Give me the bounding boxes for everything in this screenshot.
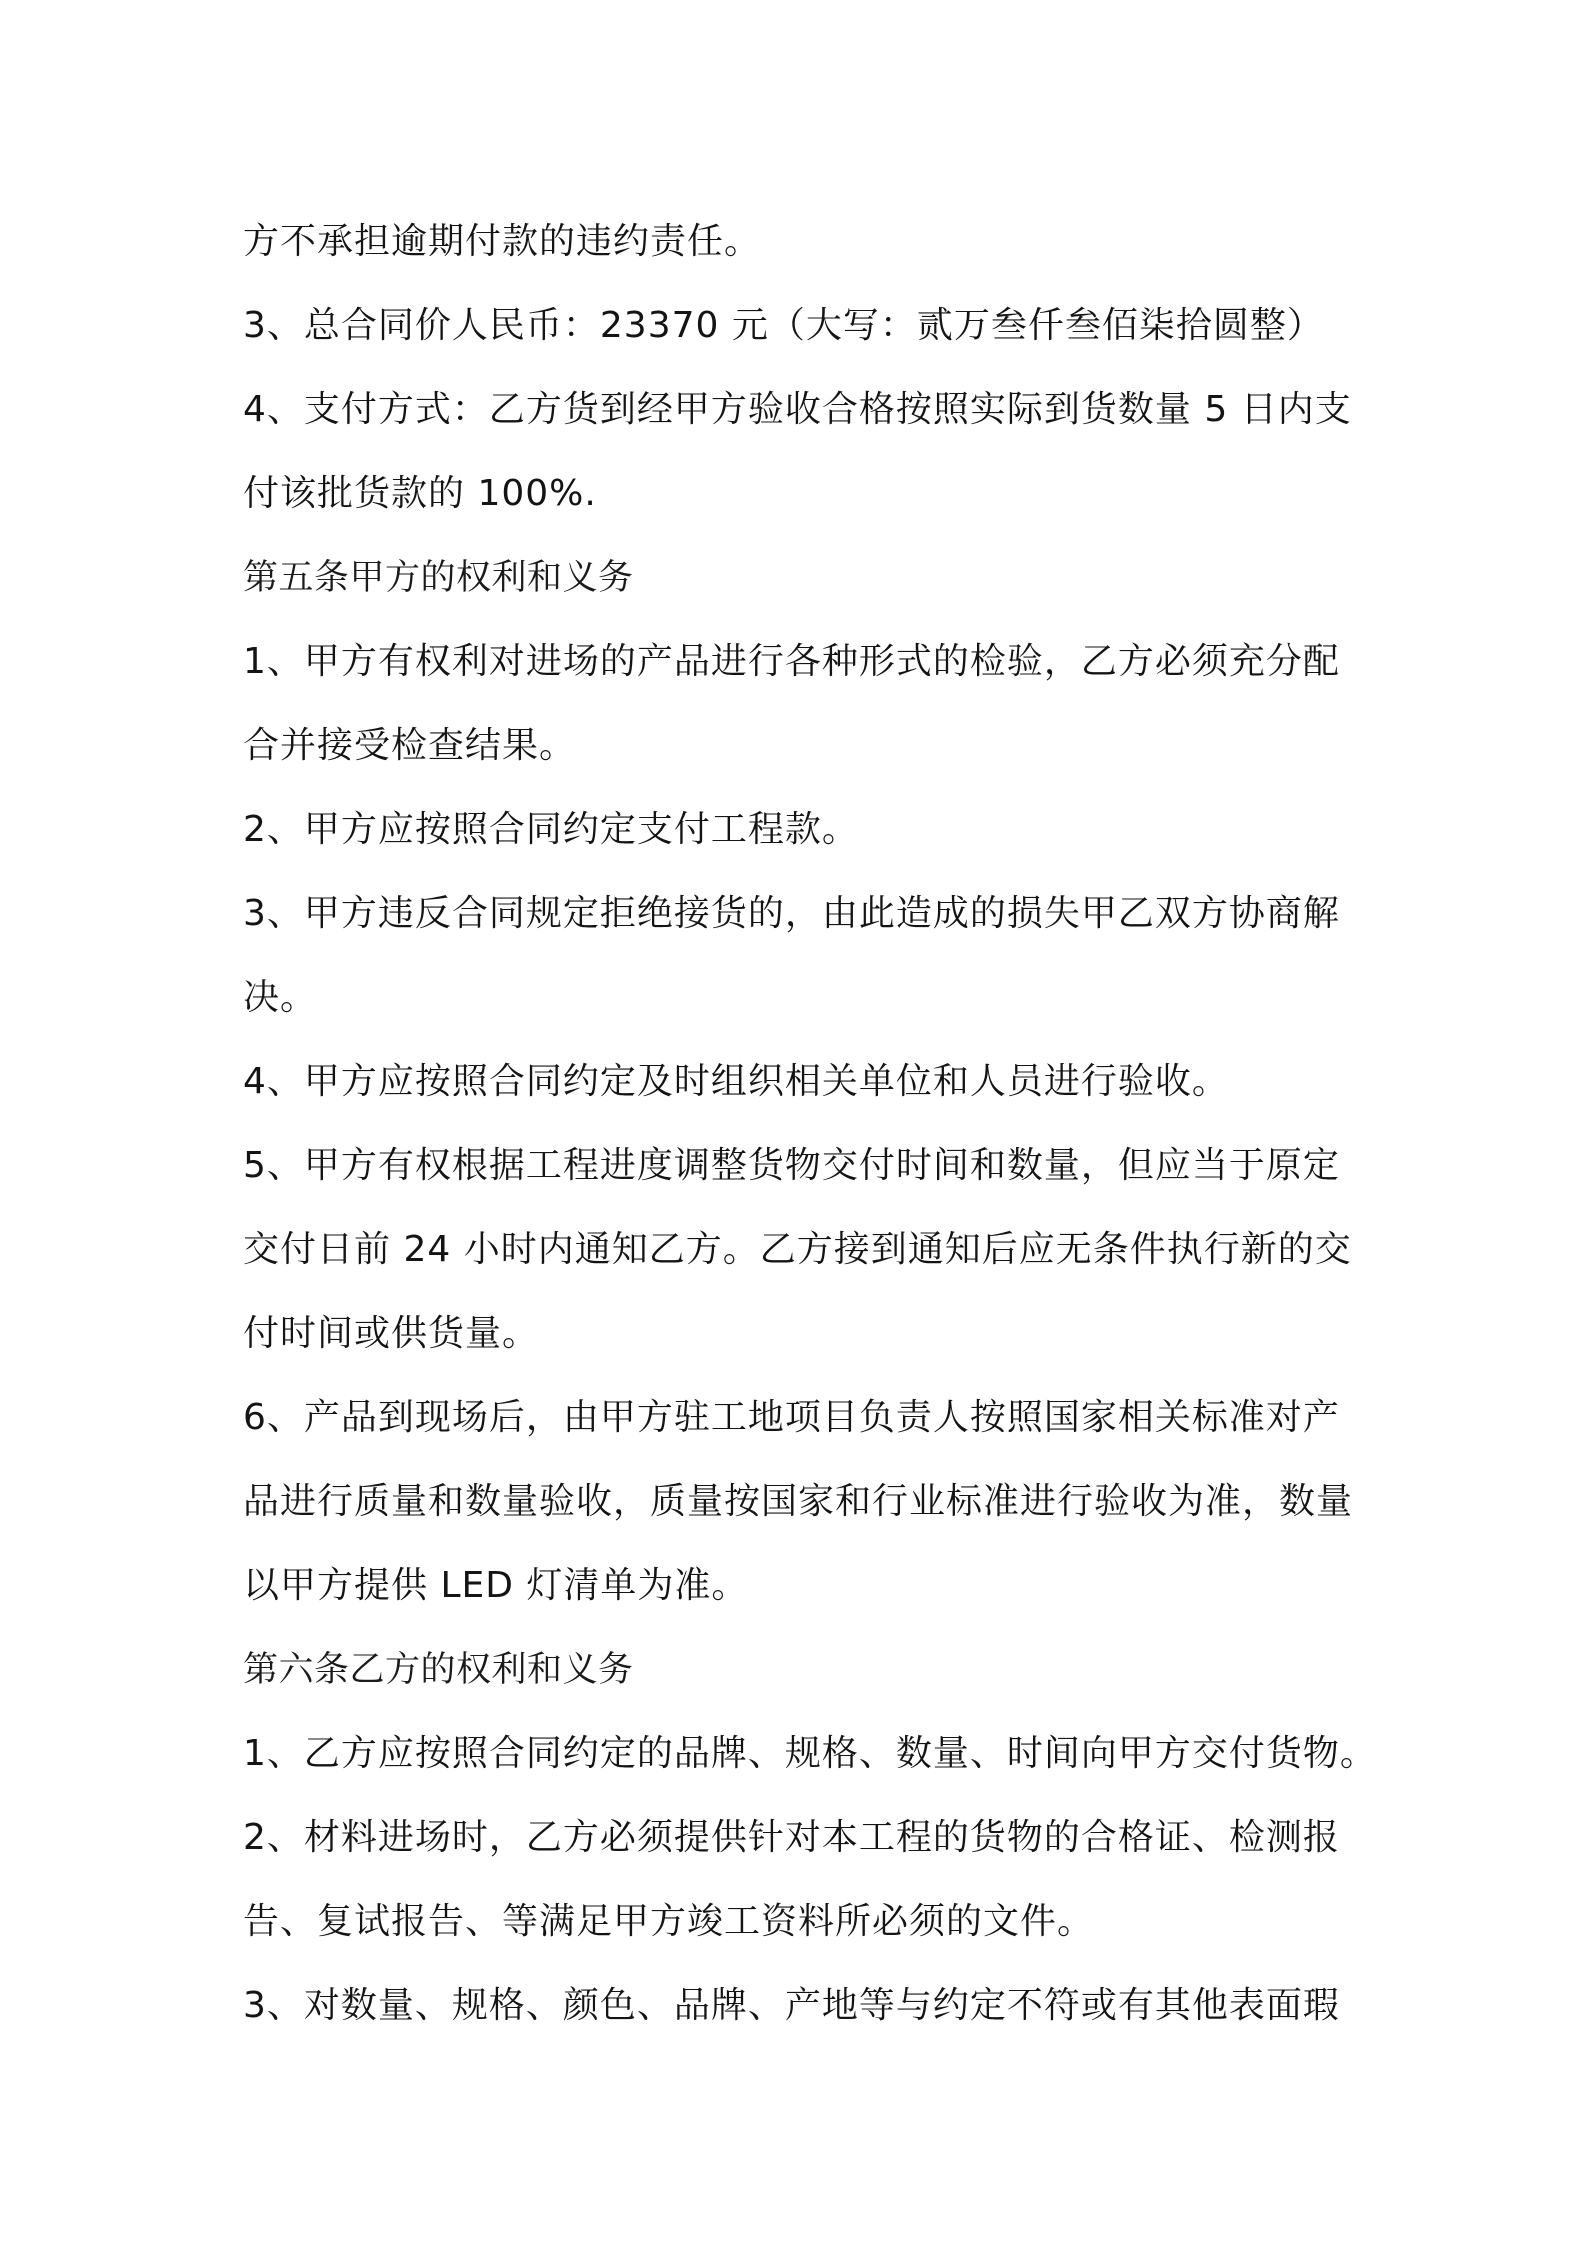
text-line: 6、产品到现场后，由甲方驻工地项目负责人按照国家相关标准对产 (243, 1397, 1340, 1438)
section-heading-article-6: 第六条乙方的权利和义务 (243, 1650, 634, 1690)
text-line: 付该批货款的 100%. (243, 473, 597, 514)
text-line: 决。 (243, 977, 318, 1018)
text-line: 1、甲方有权利对进场的产品进行各种形式的检验，乙方必须充分配 (243, 641, 1340, 682)
text-line: 1、乙方应按照合同约定的品牌、规格、数量、时间向甲方交付货物。 (243, 1733, 1377, 1774)
text-line: 付时间或供货量。 (243, 1313, 540, 1354)
text-line: 以甲方提供 LED 灯清单为准。 (243, 1565, 749, 1606)
text-line: 交付日前 24 小时内通知乙方。乙方接到通知后应无条件执行新的交 (243, 1229, 1352, 1270)
text-line: 3、对数量、规格、颜色、品牌、产地等与约定不符或有其他表面瑕 (243, 1985, 1340, 2026)
text-line: 方不承担逾期付款的违约责任。 (243, 221, 762, 262)
document-body (243, 200, 1393, 2048)
section-heading-article-5: 第五条甲方的权利和义务 (243, 558, 634, 598)
text-line: 品进行质量和数量验收，质量按国家和行业标准进行验收为准，数量 (243, 1481, 1354, 1522)
text-line: 4、支付方式：乙方货到经甲方验收合格按照实际到货数量 5 日内支 (243, 389, 1352, 430)
text-line: 告、复试报告、等满足甲方竣工资料所必须的文件。 (243, 1901, 1095, 1942)
text-line: 5、甲方有权根据工程进度调整货物交付时间和数量，但应当于原定 (243, 1145, 1340, 1186)
text-line: 2、材料进场时，乙方必须提供针对本工程的货物的合格证、检测报 (243, 1817, 1340, 1858)
text-line: 2、甲方应按照合同约定支付工程款。 (243, 809, 859, 850)
text-line: 3、甲方违反合同规定拒绝接货的，由此造成的损失甲乙双方协商解 (243, 893, 1340, 934)
text-line: 4、甲方应按照合同约定及时组织相关单位和人员进行验收。 (243, 1061, 1229, 1102)
text-line: 合并接受检查结果。 (243, 725, 577, 766)
text-line: 3、总合同价人民币：23370 元（大写：贰万叁仟叁佰柒拾圆整） (243, 305, 1324, 346)
